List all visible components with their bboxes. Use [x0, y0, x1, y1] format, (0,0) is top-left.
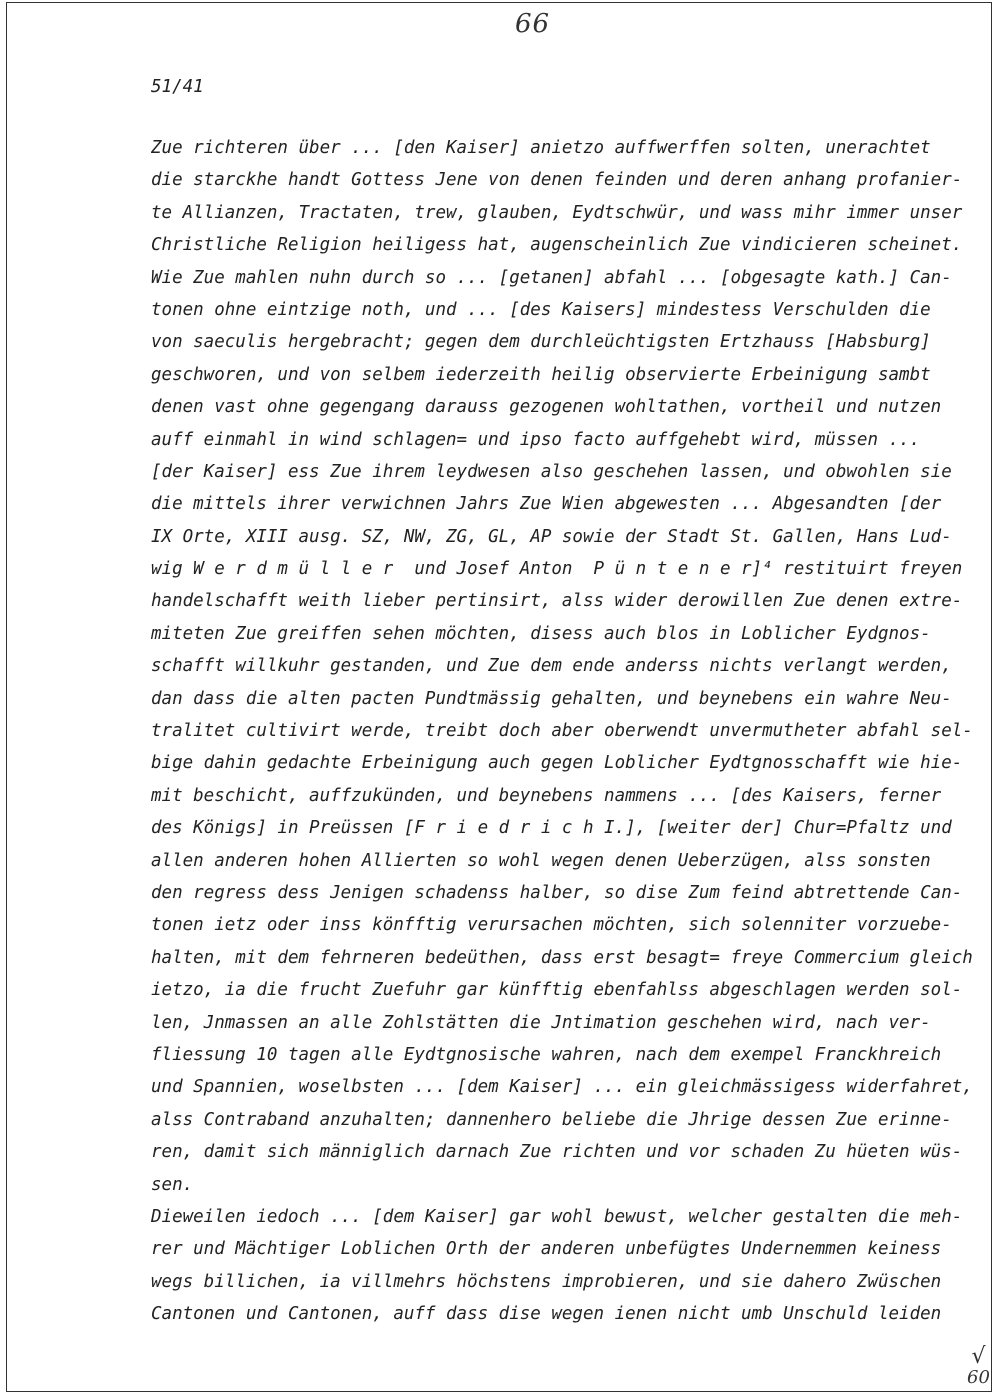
text-line: IX Orte, XIII ausg. SZ, NW, ZG, GL, AP sowie der Stadt St. Gallen, Hans Lud- [151, 526, 952, 547]
text-line: auff einmahl in wind schlagen= und ipso facto auffgehebt wird, müssen ... [151, 429, 921, 450]
text-line: tonen ohne eintzige noth, und ... [des Kaisers] mindestess Verschulden die [151, 299, 931, 320]
body-text [151, 132, 973, 1330]
text-line: Dieweilen iedoch ... [dem Kaiser] gar wohl bewust, welcher gestalten die meh- [151, 1206, 963, 1227]
text-line: sen. [151, 1174, 194, 1195]
document-reference: 51/41 [151, 77, 204, 97]
handwritten-folio-number: 60 [967, 1367, 990, 1388]
text-line: Wie Zue mahlen nuhn durch so ... [getanen] abfahl ... [obgesagte kath.] Can- [151, 267, 952, 288]
text-line: Christliche Religion heiligess hat, augenscheinlich Zue vindicieren scheinet. [151, 235, 963, 256]
text-line: geschworen, und von selbem iederzeith heilig observierte Erbeinigung sambt [151, 364, 931, 385]
check-mark-icon: √ [971, 1344, 986, 1369]
text-line: die starckhe handt Gottess Jene von denen feinden und deren anhang profanier- [151, 170, 963, 191]
text-line: die mittels ihrer verwichnen Jahrs Zue Wien abgewesten ... Abgesandten [der [151, 494, 942, 515]
text-line: den regress dess Jenigen schadenss halber, so dise Zum feind abtrettende Can- [151, 882, 963, 903]
text-line: [der Kaiser] ess Zue ihrem leydwesen also geschehen lassen, und obwohlen sie [151, 461, 952, 482]
text-line: allen anderen hohen Allierten so wohl wegen denen Ueberzügen, alss sonsten [151, 850, 931, 871]
text-line: ietzo, ia die frucht Zuefuhr gar künfftig ebenfahlss abgeschlagen werden sol- [151, 980, 963, 1001]
text-line: tralitet cultivirt werde, treibt doch aber oberwendt unvermutheter abfahl sel- [151, 721, 973, 742]
handwritten-folio-mark [967, 1345, 990, 1387]
text-line: rer und Mächtiger Loblichen Orth der anderen unbefügtes Undernemmen keiness [151, 1239, 942, 1260]
text-line: von saeculis hergebracht; gegen dem durchleüchtigsten Ertzhauss [Habsburg] [151, 332, 931, 353]
text-line: len, Jnmassen an alle Zohlstätten die Jntimation geschehen wird, nach ver- [151, 1012, 931, 1033]
text-line: wig W e r d m ü l l e r und Josef Anton P ü n t e n e r]⁴ restituirt freyen [151, 559, 963, 580]
text-line: Cantonen und Cantonen, auff dass dise wegen ienen nicht umb Unschuld leiden [151, 1304, 942, 1325]
text-line: mit beschicht, auffzukünden, und beynebens nammens ... [des Kaisers, ferner [151, 785, 942, 806]
text-line: halten, mit dem fehrneren bedeüthen, dass erst besagt= freye Commercium gleich [151, 947, 973, 968]
text-line: und Spannien, woselbsten ... [dem Kaiser] ... ein gleichmässigess widerfahret, [151, 1077, 973, 1098]
text-line: wegs billichen, ia villmehrs höchstens improbieren, und sie dahero Zwüschen [151, 1271, 942, 1292]
text-line: denen vast ohne gegengang darauss gezogenen wohltathen, vortheil und nutzen [151, 397, 942, 418]
text-line: Zue richteren über ... [den Kaiser] anietzo auffwerffen solten, unerachtet [151, 138, 931, 158]
text-line: te Allianzen, Tractaten, trew, glauben, Eydtschwür, und wass mihr immer unser [151, 202, 963, 223]
document-page [6, 2, 992, 1392]
text-line: dan dass die alten pacten Pundtmässig gehalten, und beynebens ein wahre Neu- [151, 688, 952, 709]
text-line: des Königs] in Preüssen [F r i e d r i c h I.], [weiter der] Chur=Pfaltz und [151, 818, 952, 839]
text-line: fliessung 10 tagen alle Eydtgnosische wahren, nach dem exempel Franckhreich [151, 1044, 942, 1065]
text-line: schafft willkuhr gestanden, und Zue dem ende anderss nichts verlangt werden, [151, 656, 952, 677]
text-line: ren, damit sich männiglich darnach Zue richten und vor schaden Zu hüeten wüs- [151, 1142, 963, 1163]
text-line: bige dahin gedachte Erbeinigung auch gegen Loblicher Eydtgnosschafft wie hie- [151, 753, 963, 774]
text-line: miteten Zue greiffen sehen möchten, disess auch blos in Loblicher Eydgnos- [151, 623, 931, 644]
handwritten-page-number: 66 [515, 9, 551, 39]
text-line: handelschafft weith lieber pertinsirt, alss wider derowillen Zue denen extre- [151, 591, 963, 612]
text-line: alss Contraband anzuhalten; dannenhero beliebe die Jhrige dessen Zue erinne- [151, 1109, 952, 1130]
text-line: tonen ietz oder inss könfftig verursachen möchten, sich solenniter vorzuebe- [151, 915, 952, 936]
